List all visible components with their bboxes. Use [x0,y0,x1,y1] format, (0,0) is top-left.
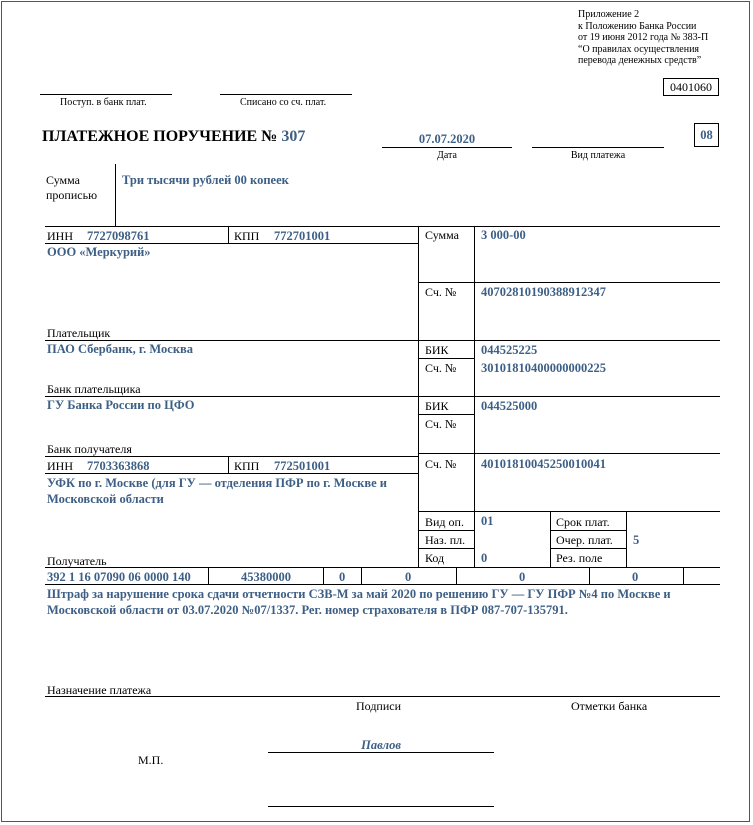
form-code: 0401060 [663,78,719,96]
received-line [40,94,172,95]
grid-line [550,530,626,531]
payee-bank-acc-label: Сч. № [425,417,457,431]
grid-line [418,548,474,549]
status-code: 08 [694,123,719,147]
grid-line [228,226,229,243]
purpose-text: Штраф за нарушение срока сдачи отчетности СЗВ-М за май 2020 по решению ГУ — ГУ ПФР №4 по Москве и Московской области от 03.07.2020 №07/1337. Рег. номер страхователя в ПФР 087-707-135791. [47,587,671,617]
payment-type-line [532,147,664,148]
grid-line [589,567,590,584]
code-label: Код [425,551,445,565]
grid-line [45,396,720,397]
grid-line [361,567,362,584]
payer-inn-label: ИНН [47,229,73,243]
payer-label: Плательщик [47,326,111,340]
bank-marks-label: Отметки банка [571,699,648,713]
date-label: Дата [437,150,457,161]
budget-oktmo: 45380000 [241,570,291,584]
grid-line [45,567,720,568]
order-number: 307 [281,128,306,145]
received-label: Поступ. в банк плат. [60,97,147,108]
grid-line [550,548,626,549]
grid-line [418,358,474,359]
amount-label: Сумма [425,228,459,242]
payee-bik-label: БИК [425,399,449,413]
payee-name: УФК по г. Москве (для ГУ — отделения ПФР по г. Москве и Московской области [47,476,387,506]
date-value: 07.07.2020 [418,132,476,146]
payer-bank-label: Банк плательщика [47,382,141,396]
annex-line-4: “О правилах осуществления [578,43,700,55]
payer-account: 40702810190388912347 [481,285,606,299]
grid-line [418,530,474,531]
payer-kpp: 772701001 [274,229,331,243]
budget-period: 0 [405,570,412,584]
signature-line-2 [268,806,494,807]
stamp-label: М.П. [138,753,164,767]
payee-kpp-label: КПП [234,459,260,473]
grid-line [228,456,229,473]
signature-name: Павлов [361,738,401,752]
payer-bik: 044525225 [481,343,538,357]
budget-doc-date: 0 [632,570,639,584]
debited-label: Списано со сч. плат. [240,97,327,108]
amount-words-label-1: Сумма [46,173,80,187]
budget-kbk: 392 1 16 07090 06 0000 140 [47,570,191,584]
amount-words-label [46,173,97,203]
grid-line [418,414,474,415]
annex-line-3: от 19 июня 2012 года № 383-П [578,32,709,43]
reserve-label: Рез. поле [556,551,603,565]
grid-line [550,511,551,567]
payee-account-label: Сч. № [425,457,457,471]
grid-line [626,511,627,567]
payee-inn-label: ИНН [47,459,73,473]
annex-line-5: перевода денежных средств” [578,55,702,66]
payee-bank-name: ГУ Банка России по ЦФО [47,398,195,412]
op-type-value: 01 [481,514,494,528]
date-line [382,147,512,148]
budget-basis: 0 [339,570,346,584]
payer-account-label: Сч. № [425,285,457,299]
payee-bik: 044525000 [481,399,538,413]
budget-doc-number: 0 [519,570,526,584]
annex-note [578,9,708,67]
grid-line [418,282,720,283]
payee-inn: 7703363868 [87,459,150,473]
payer-bank-acc: 30101810400000000225 [481,361,606,375]
title-text: ПЛАТЕЖНОЕ ПОРУЧЕНИЕ № [42,128,278,145]
payee-label: Получатель [47,554,107,568]
payment-type-label: Вид платежа [570,150,626,161]
purpose-code-label: Наз. пл. [425,533,466,547]
op-type-label: Вид оп. [425,515,464,529]
debited-line [220,94,352,95]
grid-line [456,567,457,584]
payer-name: ООО «Меркурий» [47,245,151,259]
payer-bank-name: ПАО Сбербанк, г. Москва [47,342,194,356]
amount-words-label-2: прописью [46,188,98,202]
payee-kpp: 772501001 [274,459,331,473]
annex-line-2: к Положению Банка России [578,20,697,32]
amount-value: 3 000-00 [481,228,526,242]
order-value: 5 [633,533,640,547]
payer-inn: 7727098761 [87,229,150,243]
grid-line [418,511,720,512]
grid-line [683,567,684,584]
grid-line [45,226,720,227]
term-label: Срок плат. [556,515,610,529]
payee-account: 40101810045250010041 [481,457,606,471]
payer-kpp-label: КПП [234,229,260,243]
grid-line [323,567,324,584]
order-label: Очер. плат. [556,533,613,547]
purpose-label: Назначение платежа [47,683,152,697]
payer-bik-label: БИК [425,343,449,357]
payer-bank-acc-label: Сч. № [425,361,457,375]
amount-words-value: Три тысячи рублей 00 копеек [122,173,289,187]
grid-line [45,340,720,341]
amount-words-divider [115,164,116,226]
grid-line [208,567,209,584]
grid-line [418,453,720,454]
code-value: 0 [481,551,488,565]
signature-line-1 [268,752,494,753]
signatures-label: Подписи [356,699,402,713]
annex-line-1: Приложение 2 [578,9,640,20]
payee-bank-label: Банк получателя [47,442,132,456]
page-title [42,128,305,146]
